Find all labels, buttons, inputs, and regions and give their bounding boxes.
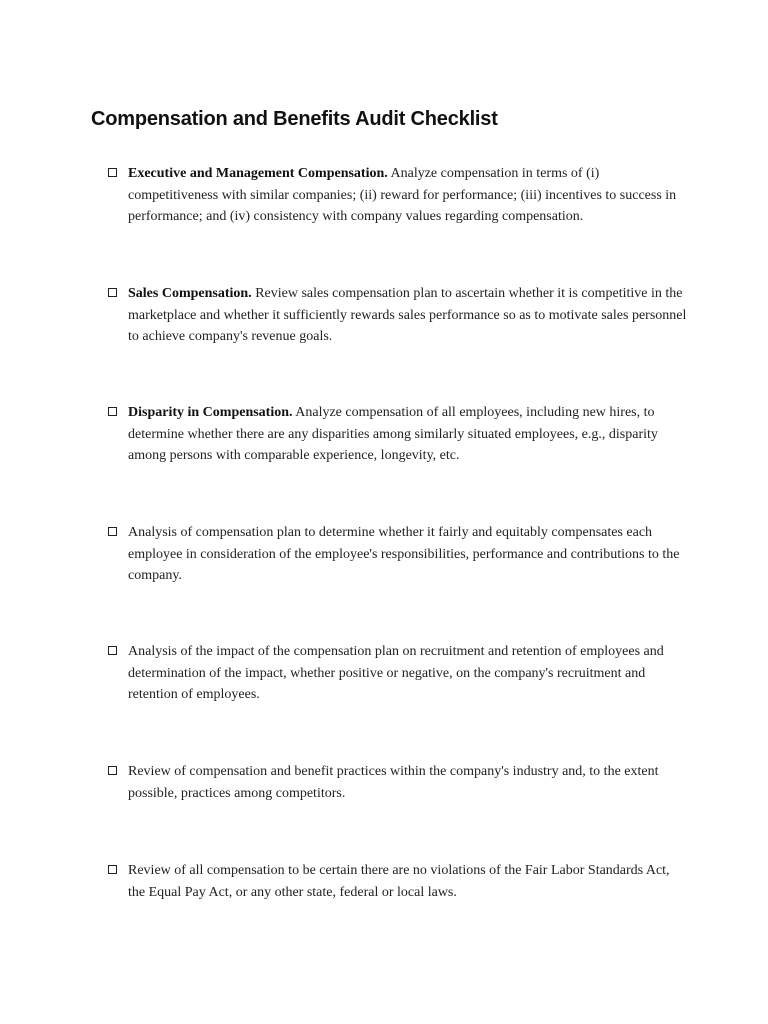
checklist-item-heading: Executive and Management Compensation. [128, 166, 388, 181]
checkbox[interactable] [108, 646, 117, 655]
checklist-item [108, 761, 688, 804]
checklist-item-body: Review of all compensation to be certain there are no violations of the Fair Labor Standards Act, the Equal Pay Act, or any other state, federal or local laws. [128, 863, 670, 900]
checkbox[interactable] [108, 168, 117, 177]
checklist-item-text [128, 163, 688, 228]
checkbox[interactable] [108, 288, 117, 297]
checklist-item [108, 860, 688, 903]
checklist-item-heading: Sales Compensation. [128, 286, 252, 301]
checklist-item-text [128, 860, 688, 903]
checklist-item-body: Analyze compensation of all employees, including new hires, to determine whether there are any disparities among similarly situated employees, e.g., disparity among persons with comparable experience, longevity, etc. [128, 405, 658, 463]
checkbox[interactable] [108, 527, 117, 536]
checklist-item-text [128, 283, 688, 348]
document-title: Compensation and Benefits Audit Checklist [91, 108, 498, 130]
checklist-item-heading: Disparity in Compensation. [128, 405, 293, 420]
checklist-item-body: Review of compensation and benefit practices within the company's industry and, to the extent possible, practices among competitors. [128, 764, 659, 801]
checklist-item-body: Analyze compensation in terms of (i) competitiveness with similar companies; (ii) reward for performance; (iii) incentives to success in performance; and (iv) consistency with company values regarding compensation. [128, 166, 677, 224]
checklist-item-body: Review sales compensation plan to ascertain whether it is competitive in the marketplace and whether it sufficiently rewards sales performance so as to motivate sales personnel to achieve company's revenue goals. [128, 286, 687, 344]
checkbox[interactable] [108, 407, 117, 416]
checklist-item [108, 641, 688, 706]
checkbox[interactable] [108, 766, 117, 775]
checklist-item [108, 402, 688, 467]
checklist-item [108, 283, 688, 348]
checklist-item-text [128, 402, 688, 467]
checkbox[interactable] [108, 865, 117, 874]
checklist-item-text [128, 761, 688, 804]
checklist-item [108, 522, 688, 587]
checklist-item-body: Analysis of compensation plan to determine whether it fairly and equitably compensates each employee in consideration of the employee's responsibilities, performance and contributions to the company. [128, 525, 680, 583]
checklist-item [108, 163, 688, 228]
checklist-item-text [128, 641, 688, 706]
checklist-item-text [128, 522, 688, 587]
checklist-item-body: Analysis of the impact of the compensation plan on recruitment and retention of employees and determination of the impact, whether positive or negative, on the company's recruitment and retention of employees. [128, 644, 664, 702]
